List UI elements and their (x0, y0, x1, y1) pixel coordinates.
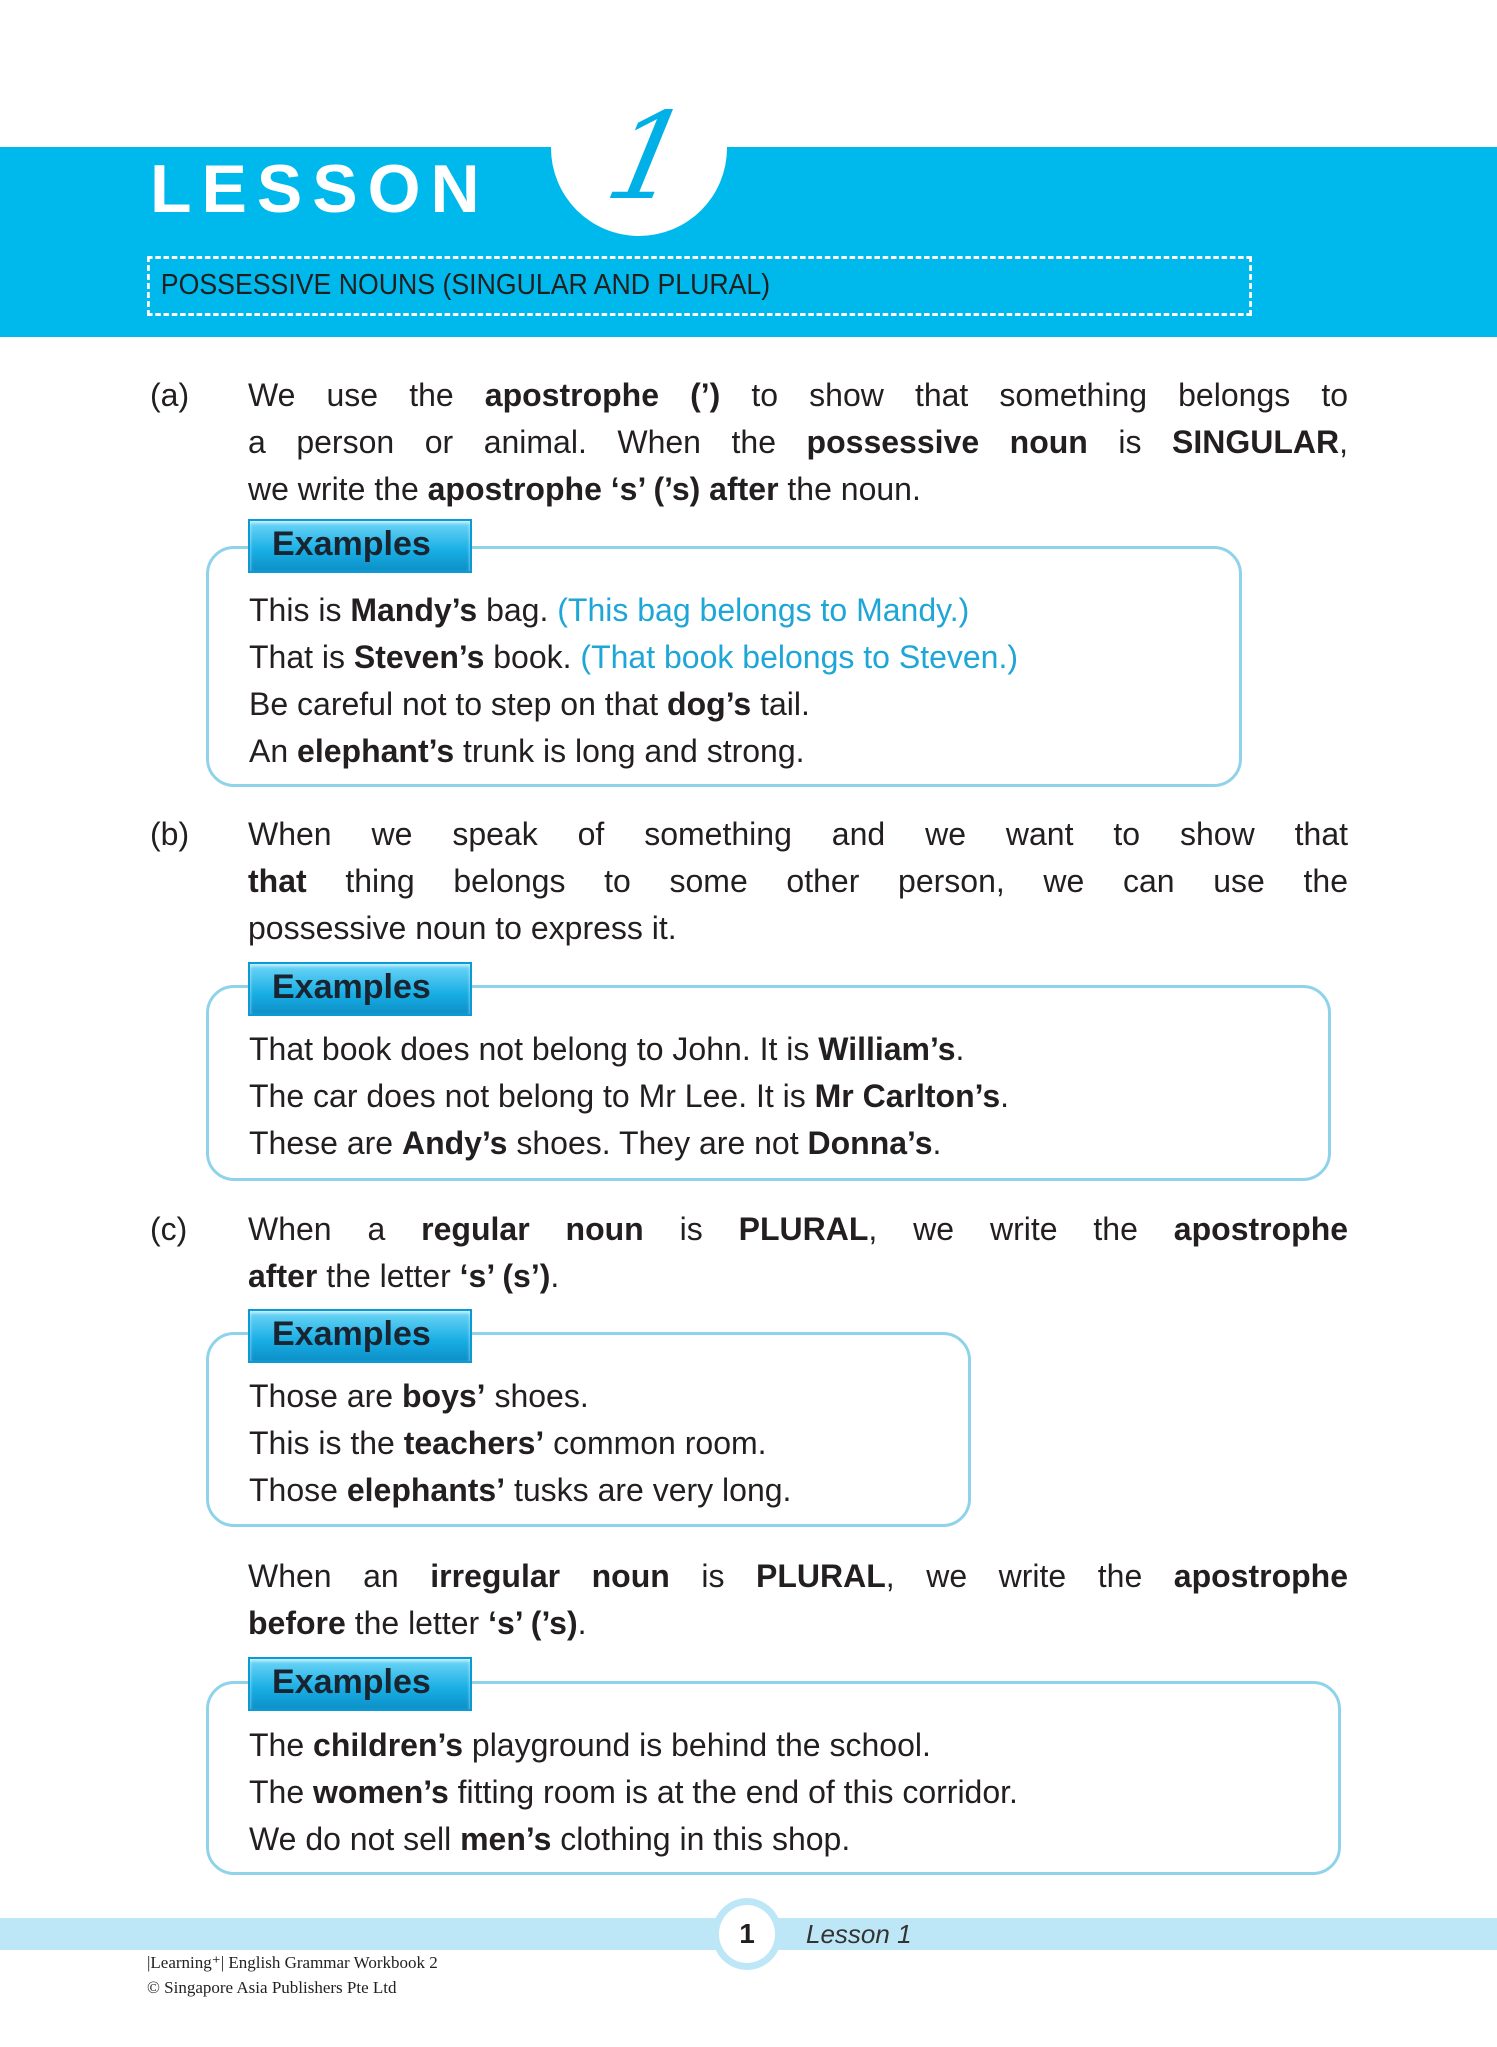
bold-text: teachers’ (403, 1425, 545, 1461)
section-c (150, 1206, 1348, 1300)
bold-text: PLURAL (738, 1211, 869, 1247)
book-title: |Learning⁺| English Grammar Workbook 2 (147, 1953, 438, 1972)
copyright: © Singapore Asia Publishers Pte Ltd (147, 1978, 397, 1997)
text: common room. (544, 1425, 767, 1461)
footer-lesson-label: Lesson 1 (806, 1919, 912, 1949)
text: We use the (248, 377, 485, 413)
example-sentence (249, 681, 1239, 728)
text: , we write the (868, 1211, 1174, 1247)
text: Those are (249, 1378, 402, 1414)
text: When an (248, 1558, 431, 1594)
lesson-number: 1 (595, 88, 702, 227)
text: The car does not belong to Mr Lee. It is (249, 1078, 815, 1114)
bold-text: Mandy’s (350, 592, 478, 628)
section-label: (c) (150, 1211, 188, 1247)
text: to show that something belongs to (720, 377, 1349, 413)
section-b (150, 811, 1348, 952)
text: bag. (477, 592, 558, 628)
bold-text: William’s (818, 1031, 956, 1067)
example-sentence (249, 1467, 968, 1514)
text: fitting room is at the end of this corridor. (448, 1774, 1018, 1810)
bold-text: irregular noun (430, 1558, 670, 1594)
example-sentence (249, 1373, 968, 1420)
text: That is (249, 639, 354, 675)
text: The (249, 1727, 314, 1763)
example-sentence (249, 634, 1239, 681)
bold-text: men’s (460, 1821, 552, 1857)
example-sentence (249, 728, 1239, 775)
text: book. (484, 639, 581, 675)
paragraph-line (248, 1600, 1348, 1647)
bold-text: dog’s (667, 686, 752, 722)
bold-text: apostrophe (1173, 1211, 1349, 1247)
text: possessive noun to express it. (248, 910, 677, 946)
text: the letter (345, 1605, 489, 1641)
text: shoes. (485, 1378, 589, 1414)
examples-badge: Examples (248, 1657, 472, 1711)
text: . (955, 1031, 965, 1067)
bold-text: boys’ (401, 1378, 486, 1414)
text: the noun. (778, 471, 921, 507)
text: trunk is long and strong. (454, 733, 805, 769)
bold-text: regular noun (421, 1211, 644, 1247)
paragraph-line (248, 419, 1348, 466)
text: . (550, 1258, 560, 1294)
text: shoes. They are not (507, 1125, 808, 1161)
text: the letter (317, 1258, 460, 1294)
text: . (1000, 1078, 1010, 1114)
example-sentence (249, 587, 1239, 634)
section-a (150, 372, 1348, 513)
lesson-title: LESSON (150, 151, 490, 227)
paragraph-line (248, 1253, 1348, 1300)
paragraph-line (248, 1206, 1348, 1253)
text: These are (249, 1125, 402, 1161)
text: tail. (751, 686, 810, 722)
examples-badge: Examples (248, 962, 472, 1016)
examples-badge: Examples (248, 519, 472, 573)
bold-text: PLURAL (756, 1558, 886, 1594)
text: is (669, 1558, 757, 1594)
example-sentence (249, 1722, 1338, 1769)
bold-text: SINGULAR (1172, 424, 1340, 460)
example-sentence (249, 1120, 1328, 1167)
example-sentence (249, 1769, 1338, 1816)
example-sentence (249, 1420, 968, 1467)
paragraph-line (248, 858, 1348, 905)
page-number: 1 (712, 1898, 782, 1970)
paragraph-line (248, 372, 1348, 419)
text: Be careful not to step on that (249, 686, 668, 722)
text: is (643, 1211, 739, 1247)
bold-text: after (248, 1258, 318, 1294)
text: a person or animal. When the (248, 424, 807, 460)
example-sentence (249, 1816, 1338, 1863)
bold-text: ‘s’ (’s) (488, 1605, 578, 1641)
text: When we speak of something and we want to show that (248, 816, 1348, 852)
bold-text: elephant’s (297, 733, 455, 769)
examples-box-a (206, 546, 1242, 787)
paragraph-line (248, 905, 1348, 952)
examples-badge: Examples (248, 1309, 472, 1363)
lesson-topic: POSSESSIVE NOUNS (SINGULAR AND PLURAL) (147, 256, 1252, 316)
text: playground is behind the school. (463, 1727, 931, 1763)
section-label: (a) (150, 377, 190, 413)
bold-text: before (248, 1605, 346, 1641)
section-label: (b) (150, 816, 190, 852)
text: we write the (248, 471, 428, 507)
bold-text: apostrophe (1173, 1558, 1349, 1594)
text: When a (248, 1211, 422, 1247)
text: is (1087, 424, 1173, 460)
paragraph-line (248, 811, 1348, 858)
bold-text: that (248, 863, 307, 899)
text: clothing in this shop. (551, 1821, 851, 1857)
bold-text: Donna’s (807, 1125, 933, 1161)
text: . (932, 1125, 942, 1161)
text: That book does not belong to John. It is (249, 1031, 819, 1067)
text: This is (249, 592, 351, 628)
section-c-irregular (150, 1553, 1348, 1647)
bold-text: apostrophe (’) (484, 377, 721, 413)
example-sentence (249, 1073, 1328, 1120)
paragraph-line (248, 466, 1348, 513)
bold-text: possessive noun (806, 424, 1088, 460)
bold-text: Steven’s (353, 639, 485, 675)
bold-text: elephants’ (346, 1472, 506, 1508)
example-explanation: (That book belongs to Steven.) (580, 639, 1019, 675)
text: An (249, 733, 298, 769)
bold-text: ‘s’ (s’) (459, 1258, 551, 1294)
text: This is the (249, 1425, 404, 1461)
example-sentence (249, 1026, 1328, 1073)
bold-text: Andy’s (401, 1125, 508, 1161)
example-explanation: (This bag belongs to Mandy.) (557, 592, 970, 628)
text: thing belongs to some other person, we can use the (306, 863, 1348, 899)
paragraph-line (248, 1553, 1348, 1600)
text: tusks are very long. (505, 1472, 792, 1508)
text: We do not sell (249, 1821, 461, 1857)
text: The (249, 1774, 314, 1810)
bold-text: women’s (313, 1774, 449, 1810)
bold-text: children’s (313, 1727, 463, 1763)
text: . (577, 1605, 587, 1641)
text: , (1339, 424, 1349, 460)
bold-text: Mr Carlton’s (814, 1078, 1001, 1114)
text: , we write the (885, 1558, 1174, 1594)
text: Those (249, 1472, 347, 1508)
bold-text: apostrophe ‘s’ (’s) after (427, 471, 779, 507)
